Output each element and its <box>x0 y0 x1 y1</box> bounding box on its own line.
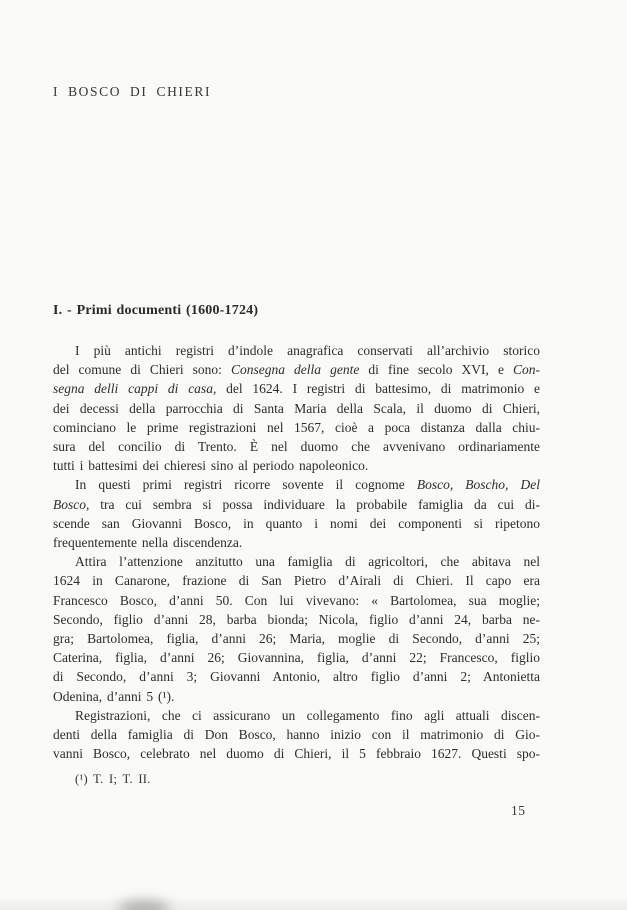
text-line: del comune di Chieri sono: Consegna della gente di fine secolo XVI, e Con- <box>53 362 540 378</box>
text-line: In questi primi registri ricorre sovente il cognome Bosco, Boscho, Del <box>75 477 540 493</box>
text-line: vanni Bosco, celebrato nel duomo di Chieri, il 5 febbraio 1627. Questi spo- <box>53 746 540 762</box>
paragraph <box>53 552 540 706</box>
text-line: Bosco, tra cui sembra si possa individuare la probabile famiglia da cui di- <box>53 496 540 512</box>
section-heading: I. - Primi documenti (1600-1724) <box>53 303 259 318</box>
text-line: dei decessi della parrocchia di Santa Maria della Scala, il duomo di Chieri, <box>53 400 540 416</box>
body-paragraphs <box>53 341 540 763</box>
text-line: sura del concilio di Trento. È nel duomo che avvenivano ordinariamente <box>53 439 540 455</box>
text-line: di Secondo, d’anni 3; Giovanni Antonio, altro figlio d’anni 2; Antonietta <box>53 669 540 685</box>
text-line: segna delli cappi di casa, del 1624. I registri di battesimo, di matrimonio e <box>53 381 541 397</box>
text-line: Attira l’attenzione anzitutto una famiglia di agricoltori, che abitava nel <box>75 554 540 570</box>
text-line: frequentemente nella discendenza. <box>53 535 243 551</box>
text-line: scende san Giovanni Bosco, in quanto i nomi dei componenti si ripetono <box>53 515 540 531</box>
text-line: 1624 in Canarone, frazione di San Pietro d’Airali di Chieri. Il capo era <box>53 573 540 589</box>
paragraph <box>53 706 540 764</box>
text-line: Secondo, figlio d’anni 28, barba bionda; Nicola, figlio d’anni 24, barba ne- <box>53 611 540 627</box>
text-line: Caterina, figlia, d’anni 26; Giovannina, figlia, d’anni 22; Francesco, figlio <box>53 650 540 666</box>
scan-smudge <box>118 900 170 910</box>
text-line: Registrazioni, che ci assicurano un collegamento fino agli attuali discen- <box>75 707 540 723</box>
text-line: tutti i battesimi dei chieresi sino al periodo napoleonico. <box>53 458 369 474</box>
paragraph <box>53 475 540 552</box>
text-line: cominciano le prime registrazioni nel 1567, cioè a poca distanza dalla chiu- <box>53 419 540 435</box>
page-number: 15 <box>511 803 526 818</box>
text-line: gra; Bartolomea, figlia, d’anni 26; Maria, moglie di Secondo, d’anni 25; <box>53 631 540 647</box>
running-header: I BOSCO DI CHIERI <box>53 84 212 99</box>
text-line: Francesco Bosco, d’anni 50. Con lui vivevano: « Bartolomea, sua moglie; <box>53 592 540 608</box>
text-line: Odenina, d’anni 5 (¹). <box>53 688 175 704</box>
footnote: (¹) T. I; T. II. <box>75 772 151 786</box>
paragraph <box>53 341 540 475</box>
text-line: denti della famiglia di Don Bosco, hanno inizio con il matrimonio di Gio- <box>53 727 540 743</box>
text-line: I più antichi registri d’indole anagrafica conservati all’archivio storico <box>75 343 540 358</box>
